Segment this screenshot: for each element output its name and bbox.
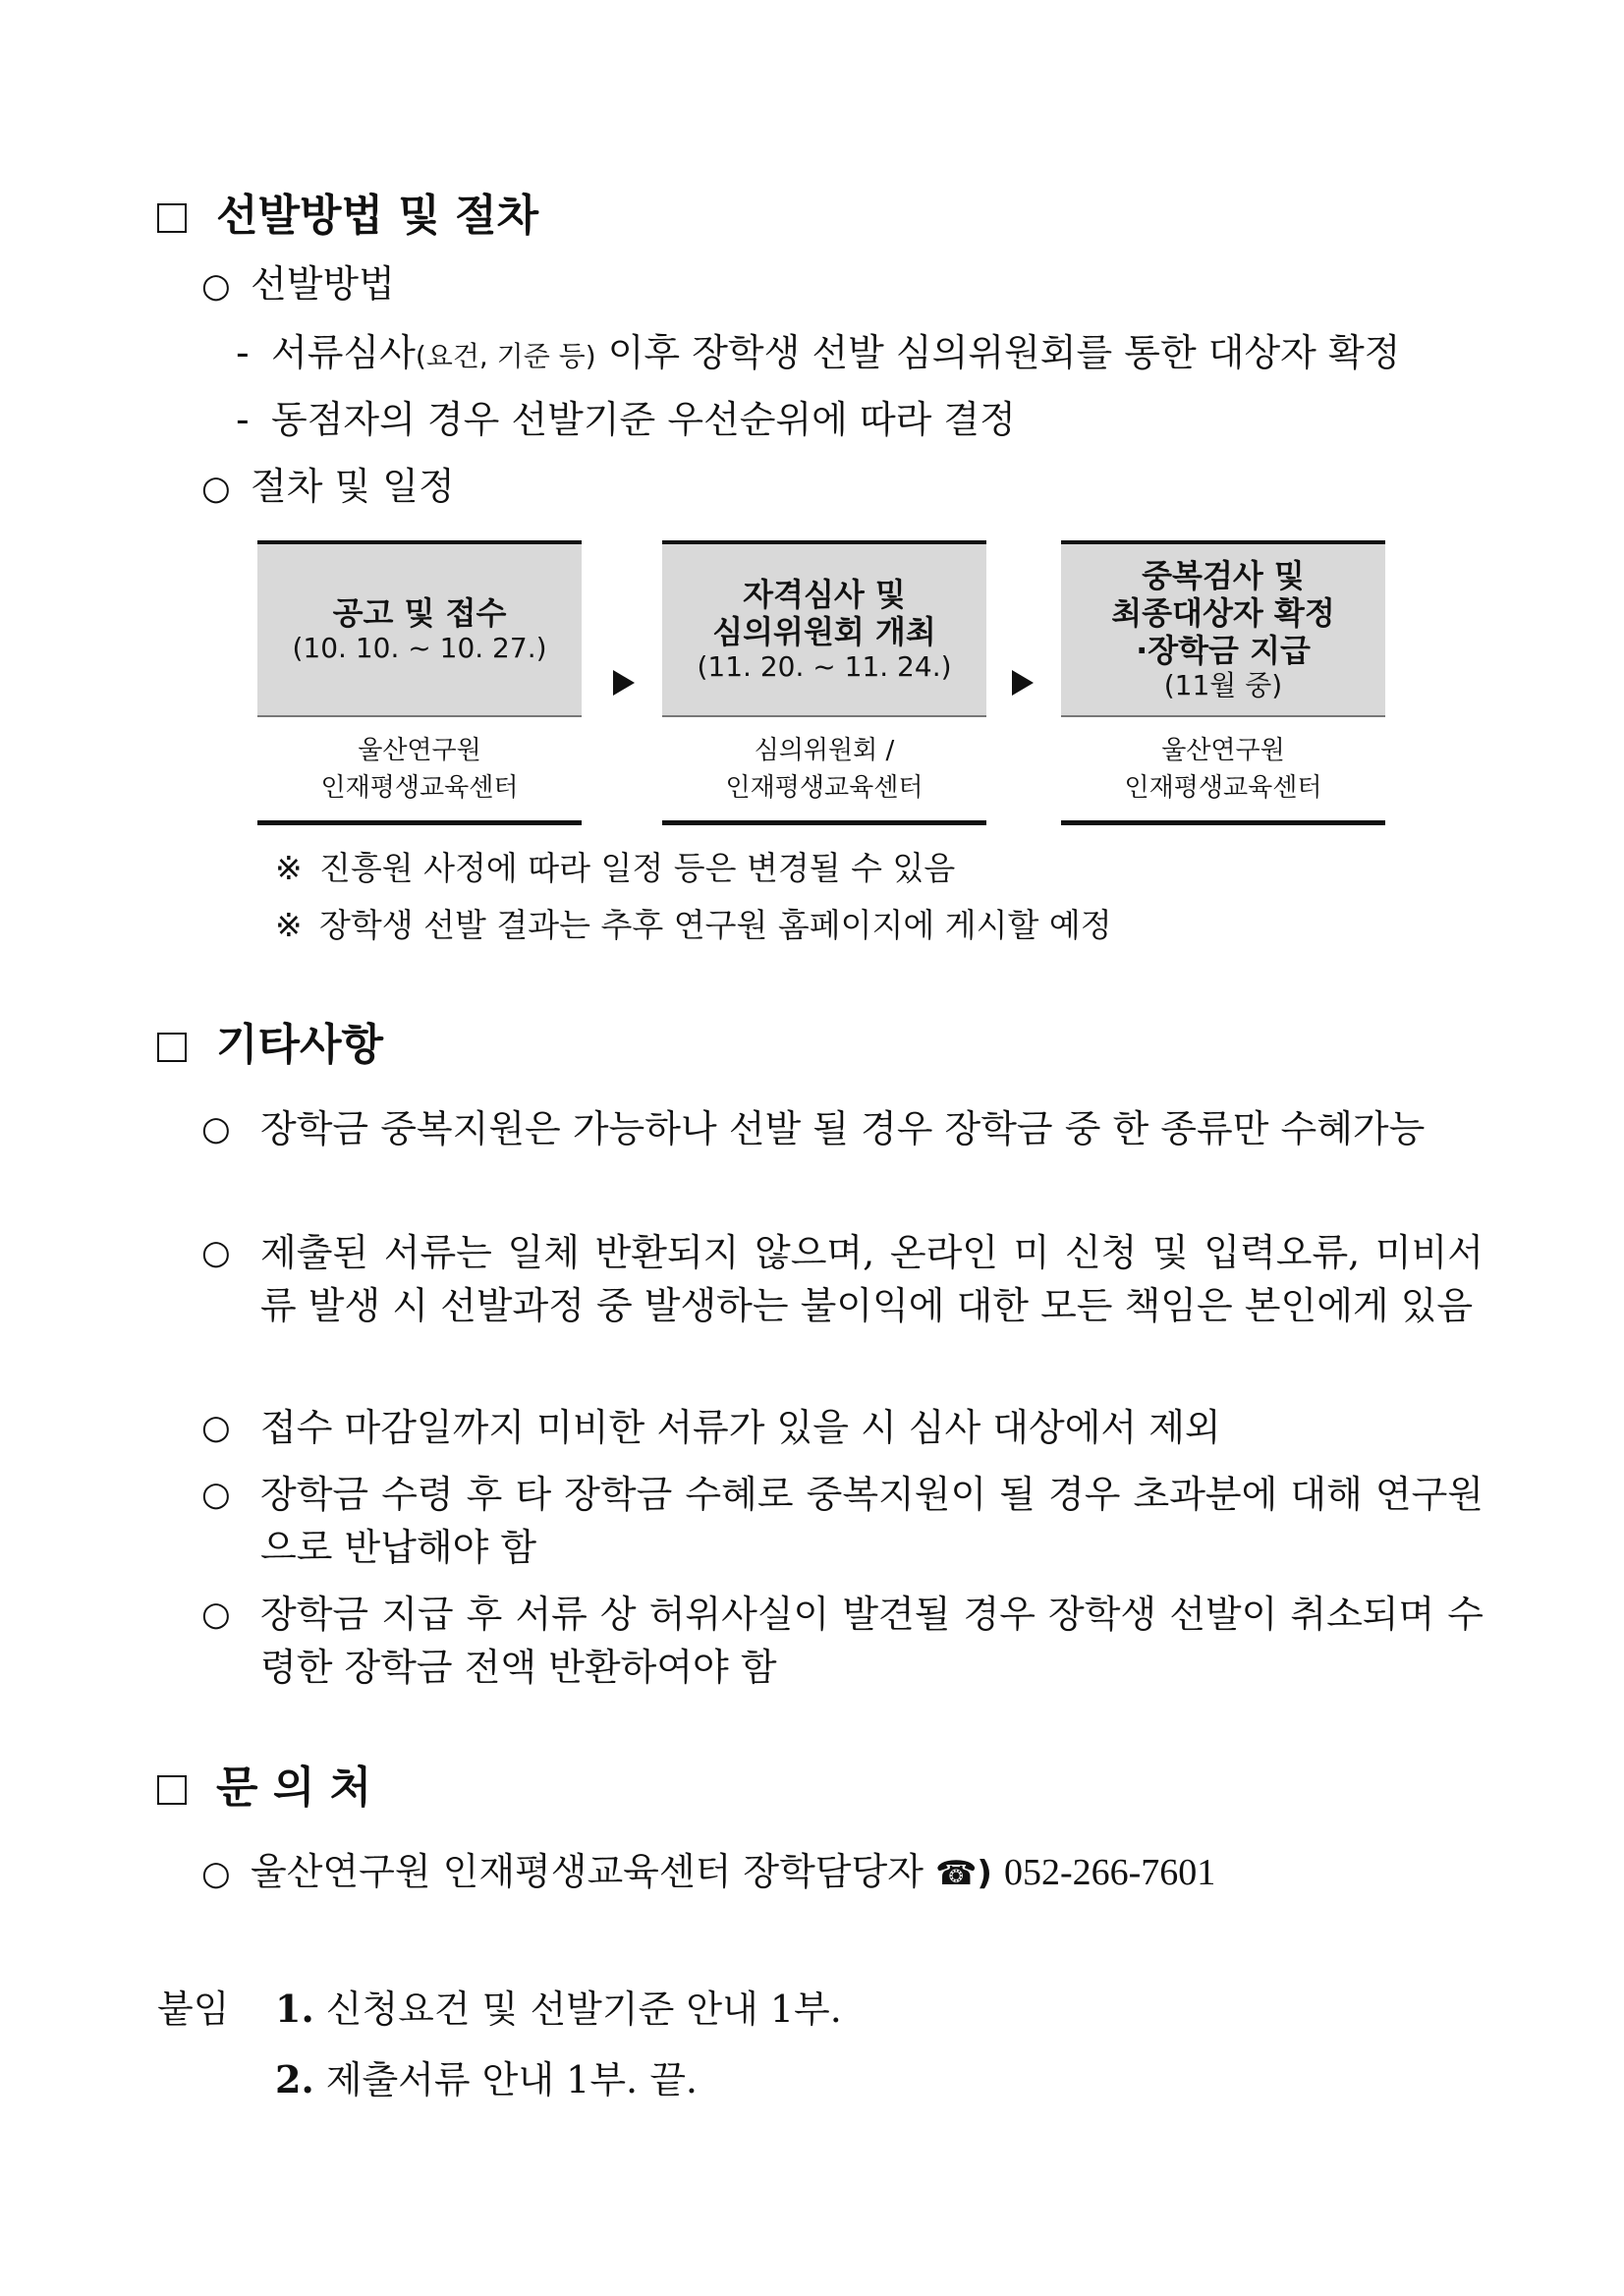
circle-bullet-icon: ○ [201,1595,231,1634]
flow-step-3 [1061,540,1385,825]
reference-mark-icon: ※ [275,906,303,944]
flow-step-org: 심의위원회 / 인재평생교육센터 [662,717,986,825]
method-line-1: - 서류심사(요건, 기준 등) 이후 장학생 선발 심의위원회를 통한 대상자 확정 [236,326,1400,383]
circle-bullet-icon: ○ [201,1408,231,1447]
flow-step-title: 심의위원회 개최 [712,613,936,650]
circle-bullet-icon: ○ [201,1475,231,1514]
flow-step-org: 울산연구원 인재평생교육센터 [1061,717,1385,825]
circle-bullet-icon: ○ [201,1233,231,1272]
contact-line: ○ 울산연구원 인재평생교육센터 장학담당자 ☎) 052-266-7601 [201,1845,1215,1900]
attachment-item-2: 2. 제출서류 안내 1부. 끝. [275,2057,699,2101]
flow-step-1 [257,540,582,825]
schedule-note-1: ※ 진흥원 사정에 따라 일정 등은 변경될 수 있음 [275,845,955,892]
checkbox-square-icon [157,203,187,233]
attachment-item-1: 1. 신청요건 및 선발기준 안내 1부. [275,1987,842,2031]
phone-number: 052-266-7601 [1003,1852,1216,1893]
flow-step-2 [662,540,986,825]
section-heading-contact: 문 의 처 [157,1761,371,1816]
section-heading-selection: 선발방법 및 절차 [157,189,538,244]
phone-icon: ☎) [935,1854,992,1893]
flow-step-title: 자격심사 및 [743,576,906,613]
other-item-5: ○ 장학금 지급 후 서류 상 허위사실이 발견될 경우 장학생 선발이 취소되며 수령한 장학금 전액 반환하여야 함 [201,1588,1484,1694]
flow-step-date: (11. 20. ~ 11. 24.) [697,650,952,683]
circle-bullet-icon: ○ [201,469,231,508]
flow-step-title: 공고 및 접수 [332,594,507,632]
other-item-4: ○ 장학금 수령 후 타 장학금 수혜로 중복지원이 될 경우 초과분에 대해 연구원으로 반납해야 함 [201,1468,1484,1574]
flow-step-title: 최종대상자 확정 [1111,594,1335,632]
reference-mark-icon: ※ [275,849,303,887]
checkbox-square-icon [157,1775,187,1805]
flow-step-header [257,540,582,717]
circle-bullet-icon: ○ [201,266,231,306]
other-item-1: ○ 장학금 중복지원은 가능하나 선발 될 경우 장학금 중 한 종류만 수혜가능 [201,1102,1484,1155]
method-heading: ○ 선발방법 [201,257,395,312]
other-item-3: ○ 접수 마감일까지 미비한 서류가 있을 시 심사 대상에서 제외 [201,1401,1484,1454]
circle-bullet-icon: ○ [201,1854,231,1893]
flow-step-header [1061,540,1385,717]
checkbox-square-icon [157,1033,187,1062]
other-item-2: ○ 제출된 서류는 일체 반환되지 않으며, 온라인 미 신청 및 입력오류, 미비서류 발생 시 선발과정 중 발생하는 불이익에 대한 모든 책임은 본인에게 있음 [201,1226,1484,1332]
dash-bullet: - [236,331,250,374]
method-line-2: - 동점자의 경우 선발기준 우선순위에 따라 결정 [236,393,1016,446]
flow-step-header [662,540,986,717]
flow-step-title: 중복검사 및 [1142,557,1305,594]
arrow-right-icon [613,670,635,696]
procedure-heading: ○ 절차 및 일정 [201,460,455,515]
flow-step-date: (11월 중) [1163,669,1283,701]
flow-step-title: ·장학금 지급 [1136,632,1311,669]
circle-bullet-icon: ○ [201,1109,231,1148]
attachment-label: 붙임 [157,1988,230,2031]
arrow-right-icon [1012,670,1034,696]
flow-step-date: (10. 10. ~ 10. 27.) [292,632,547,664]
dash-bullet: - [236,398,250,441]
schedule-note-2: ※ 장학생 선발 결과는 추후 연구원 홈페이지에 게시할 예정 [275,902,1112,949]
section-heading-other: 기타사항 [157,1018,383,1073]
flow-step-org: 울산연구원 인재평생교육센터 [257,717,582,825]
